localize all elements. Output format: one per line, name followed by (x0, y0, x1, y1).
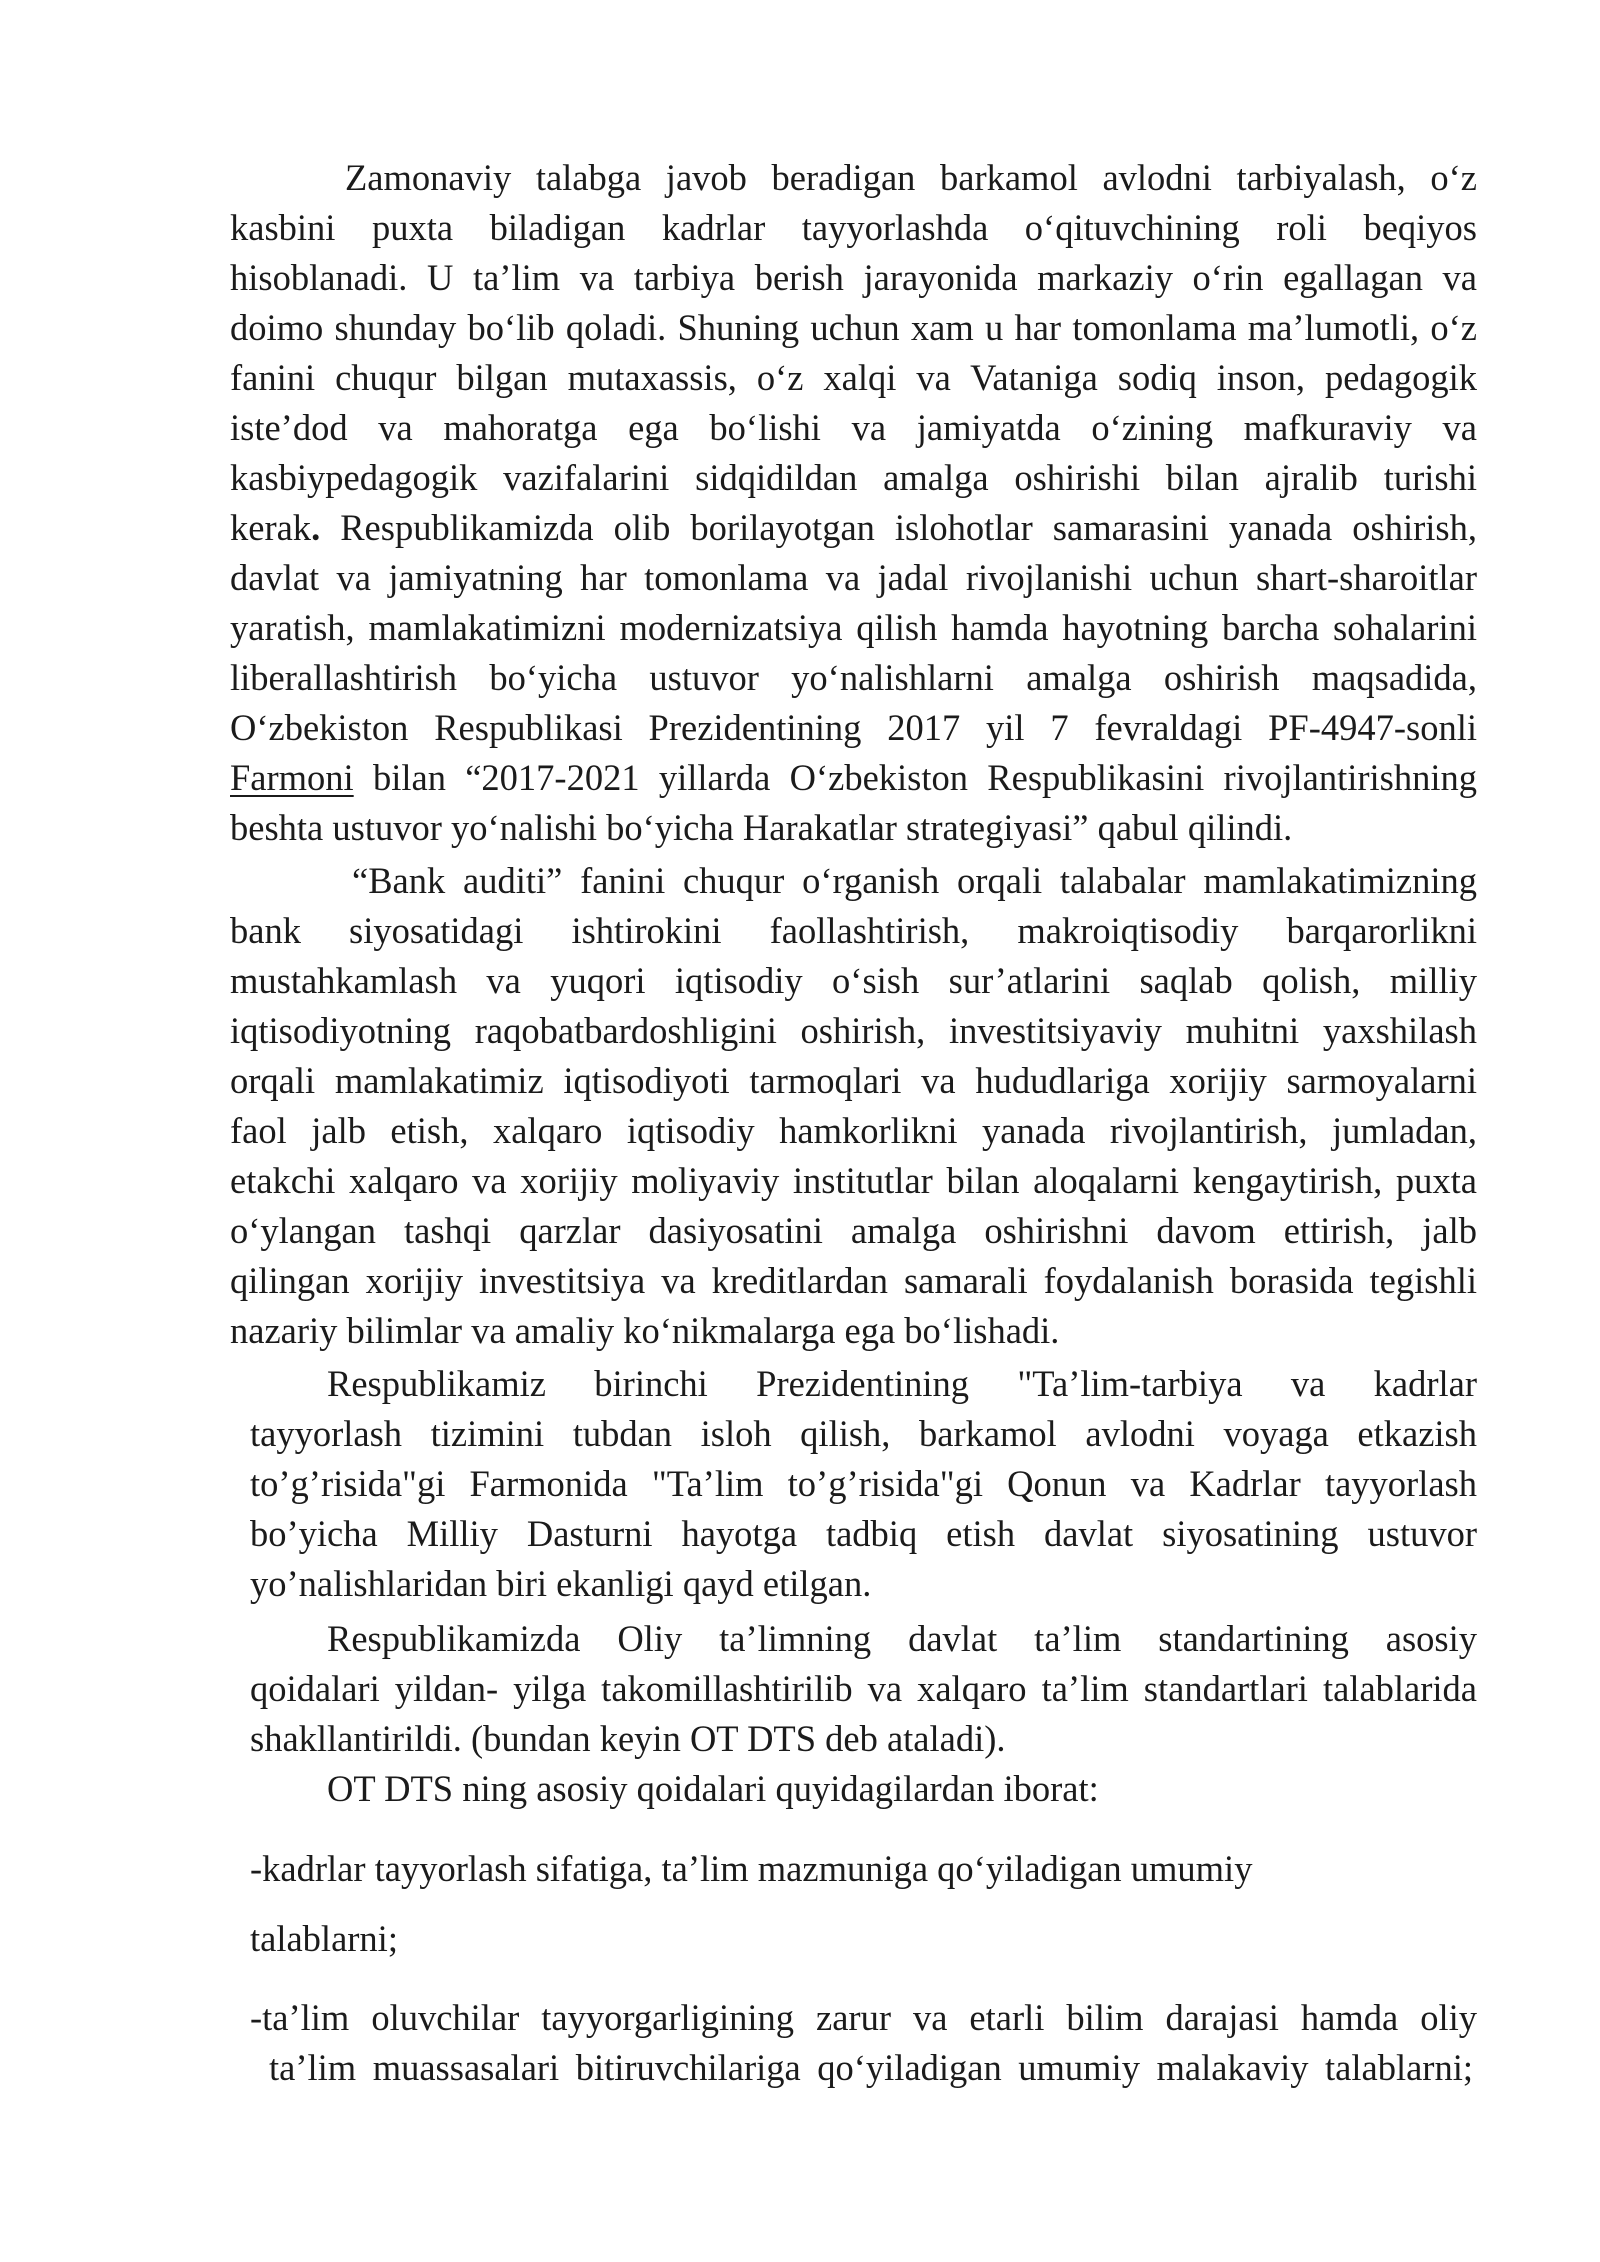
text-line: iqtisodiyotning raqobatbardoshligini oshirish, investitsiyaviy muhitni yaxshilash (230, 1010, 1477, 1051)
paragraph-2 (230, 856, 1477, 1356)
text-fragment: kerak (230, 507, 312, 548)
paragraph-3 (250, 1359, 1477, 1609)
text-line: hisoblanadi. U ta’lim va tarbiya berish jarayonida markaziy o‘rin egallagan va (230, 257, 1477, 298)
list-item-continuation (269, 2043, 1473, 2093)
list-item (250, 1844, 1477, 1894)
text-line: OT DTS ning asosiy qoidalari quyidagilardan iborat: (327, 1768, 1099, 1809)
text-line: o‘ylangan tashqi qarzlar dasiyosatini amalga oshirishni davom ettirish, jalb (230, 1210, 1477, 1251)
text-line: -ta’lim oluvchilar tayyorgarligining zarur va etarli bilim darajasi hamda oliy (250, 1997, 1477, 2038)
text-line: bank siyosatidagi ishtirokini faollashtirish, makroiqtisodiy barqarorlikni (230, 910, 1477, 951)
text-line: kasbiypedagogik vazifalarini sidqidildan amalga oshirishi bilan ajralib turishi (230, 457, 1477, 498)
text-line: tayyorlash tizimini tubdan isloh qilish, barkamol avlodni voyaga etkazish (250, 1413, 1477, 1454)
farmoni-link[interactable]: Farmoni (230, 757, 354, 798)
text-line: qoidalari yildan- yilga takomillashtirilib va xalqaro ta’lim standartlari talablarida (250, 1668, 1477, 1709)
paragraph-1 (230, 153, 1477, 853)
text-line: O‘zbekiston Respublikasi Prezidentining 2017 yil 7 fevraldagi PF-4947-sonli (230, 707, 1477, 748)
text-line: faol jalb etish, xalqaro iqtisodiy hamkorlikni yanada rivojlantirish, jumladan, (230, 1110, 1477, 1151)
text-line: liberallashtirish bo‘yicha ustuvor yo‘nalishlarni amalga oshirish maqsadida, (230, 657, 1477, 698)
text-line: shakllantirildi. (bundan keyin OT DTS deb ataladi). (250, 1718, 1006, 1759)
text-line (230, 503, 1477, 553)
text-line: bo’yicha Milliy Dasturni hayotga tadbiq etish davlat siyosatining ustuvor (250, 1513, 1477, 1554)
text-line: Respublikamiz birinchi Prezidentining "Ta’lim-tarbiya va kadrlar (327, 1363, 1477, 1404)
text-line: etakchi xalqaro va xorijiy moliyaviy institutlar bilan aloqalarni kengaytirish, puxta (230, 1160, 1477, 1201)
text-line: mustahkamlash va yuqori iqtisodiy o‘sish sur’atlarini saqlab qolish, milliy (230, 960, 1477, 1001)
paragraph-4 (250, 1614, 1477, 1764)
text-fragment: Respublikamizda olib borilayotgan islohotlar samarasini yanada oshirish, (320, 507, 1477, 548)
text-line: qilingan xorijiy investitsiya va kreditlardan samarali foydalanish borasida tegishli (230, 1260, 1477, 1301)
text-line (230, 753, 1477, 803)
text-line: “Bank auditi” fanini chuqur o‘rganish orqali talabalar mamlakatimizning (352, 860, 1477, 901)
text-line: beshta ustuvor yo‘nalishi bo‘yicha Harakatlar strategiyasi” qabul qilindi. (230, 807, 1293, 848)
text-line: doimo shunday bo‘lib qoladi. Shuning uchun xam u har tomonlama ma’lumotli, o‘z (230, 307, 1477, 348)
text-line: ta’lim muassasalari bitiruvchilariga qo‘yiladigan umumiy malakaviy talablarni; (269, 2047, 1473, 2088)
list-item-continuation (250, 1914, 1477, 1964)
list-item (250, 1993, 1477, 2043)
bold-period: . (311, 507, 321, 548)
text-line: talablarni; (250, 1918, 398, 1959)
text-line: davlat va jamiyatning har tomonlama va jadal rivojlanishi uchun shart-sharoitlar (230, 557, 1477, 598)
text-line: yaratish, mamlakatimizni modernizatsiya qilish hamda hayotning barcha sohalarini (230, 607, 1477, 648)
text-fragment: bilan “2017-2021 yillarda O‘zbekiston Respublikasini rivojlantirishning (353, 757, 1477, 798)
paragraph-5 (250, 1764, 1477, 1814)
text-line: to’g’risida"gi Farmonida "Ta’lim to’g’risida"gi Qonun va Kadrlar tayyorlash (250, 1463, 1477, 1504)
text-line: orqali mamlakatimiz iqtisodiyoti tarmoqlari va hududlariga xorijiy sarmoyalarni (230, 1060, 1477, 1101)
text-line: iste’dod va mahoratga ega bo‘lishi va jamiyatda o‘zining mafkuraviy va (230, 407, 1477, 448)
text-line: nazariy bilimlar va amaliy ko‘nikmalarga ega bo‘lishadi. (230, 1310, 1060, 1351)
text-line: -kadrlar tayyorlash sifatiga, ta’lim mazmuniga qo‘yiladigan umumiy (250, 1848, 1253, 1889)
text-line: Respublikamizda Oliy ta’limning davlat ta’lim standartining asosiy (327, 1618, 1477, 1659)
text-line: kasbini puxta biladigan kadrlar tayyorlashda o‘qituvchining roli beqiyos (230, 207, 1477, 248)
text-line: fanini chuqur bilgan mutaxassis, o‘z xalqi va Vataniga sodiq inson, pedagogik (230, 357, 1477, 398)
text-line: yo’nalishlaridan biri ekanligi qayd etilgan. (250, 1563, 872, 1604)
text-line: Zamonaviy talabga javob beradigan barkamol avlodni tarbiyalash, o‘z (345, 157, 1477, 198)
